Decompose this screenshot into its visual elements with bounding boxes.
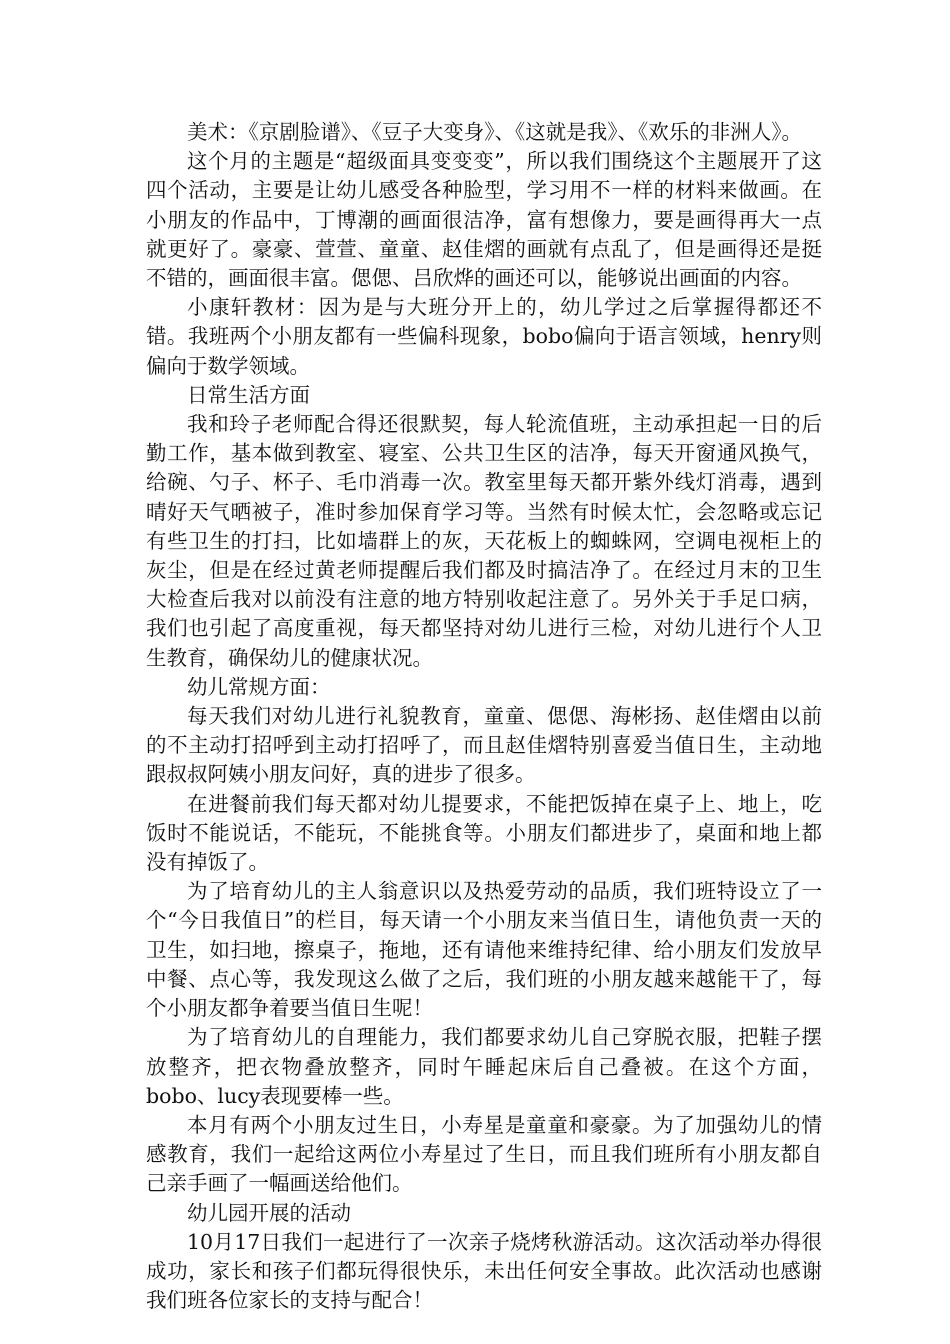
paragraph-outing: 10月17日我们一起进行了一次亲子烧烤秋游活动。这次活动举办得很成功，家长和孩子们都玩得很快乐，未出任何安全事故。此次活动也感谢我们班各位家长的支持与配合！ (146, 1229, 822, 1313)
paragraph-manners: 每天我们对幼儿进行礼貌教育，童童、偲偲、海彬扬、赵佳熠由以前的不主动打招呼到主动打招呼了，而且赵佳熠特别喜爱当值日生，主动地跟叔叔阿姨小朋友问好，真的进步了很多。 (146, 704, 822, 787)
document-body (146, 118, 822, 1315)
paragraph-kangxuan: 小康轩教材：因为是与大班分开上的，幼儿学过之后掌握得都还不错。我班两个小朋友都有一些偏科现象，bobo偏向于语言领域，henry则偏向于数学领域。 (146, 295, 822, 378)
heading-activities: 幼儿园开展的活动 (187, 1200, 351, 1225)
paragraph-art-titles: 美术：《京剧脸谱》、《豆子大变身》、《这就是我》、《欢乐的非洲人》。 (187, 120, 802, 144)
paragraph-meals: 在进餐前我们每天都对幼儿提要求，不能把饭掉在桌子上、地上，吃饭时不能说话，不能玩，不能挑食等。小朋友们都进步了，桌面和地上都没有掉饭了。 (146, 791, 822, 875)
paragraph-daily-life: 我和玲子老师配合得还很默契，每人轮流值班，主动承担起一日的后勤工作，基本做到教室、寝室、公共卫生区的洁净，每天开窗通风换气，给碗、勺子、杯子、毛巾消毒一次。教室里每天都开紫外线灯消毒，遇到晴好天气晒被子，准时参加保育学习等。当然有时候太忙，会忽略或忘记有些卫生的打扫，比如墙群上的灰，天花板上的蜘蛛网，空调电视柜上的灰尘，但是在经过黄老师提醒后我们都及时搞洁净了。在经过月末的卫生大检查后我对以前没有注意的地方特别收起注意了。另外关于手足口病，我们也引起了高度重视，每天都坚持对幼儿进行三检，对幼儿进行个人卫生教育，确保幼儿的健康状况。 (146, 412, 822, 670)
paragraph-birthday: 本月有两个小朋友过生日，小寿星是童童和豪豪。为了加强幼儿的情感教育，我们一起给这两位小寿星过了生日，而且我们班所有小朋友都自己亲手画了一幅画送给他们。 (146, 1112, 822, 1196)
paragraph-duty: 为了培育幼儿的主人翁意识以及热爱劳动的品质，我们班特设立了一个“今日我值日”的栏目，每天请一个小朋友来当值日生，请他负责一天的卫生，如扫地，擦桌子，拖地，还有请他来维持纪律、给小朋友们发放早中餐、点心等，我发现这么做了之后，我们班的小朋友越来越能干了，每个小朋友都争着要当值日生呢！ (146, 879, 822, 1021)
paragraph-art-theme: 这个月的主题是“超级面具变变变”，所以我们围绕这个主题展开了这四个活动，主要是让幼儿感受各种脸型，学习用不一样的材料来做画。在小朋友的作品中，丁博潮的画面很洁净，富有想像力，要是画得再大一点就更好了。豪豪、萱萱、童童、赵佳熠的画就有点乱了，但是画得还是挺不错的，画面很丰富。偲偲、吕欣烨的画还可以，能够说出画面的内容。 (146, 149, 822, 291)
heading-daily-life: 日常生活方面 (187, 382, 310, 407)
paragraph-self-care: 为了培育幼儿的自理能力，我们都要求幼儿自己穿脱衣服，把鞋子摆放整齐，把衣物叠放整齐，同时午睡起床后自己叠被。在这个方面，bobo、lucy表现要棒一些。 (146, 1025, 822, 1108)
heading-routine: 幼儿常规方面： (187, 674, 331, 699)
